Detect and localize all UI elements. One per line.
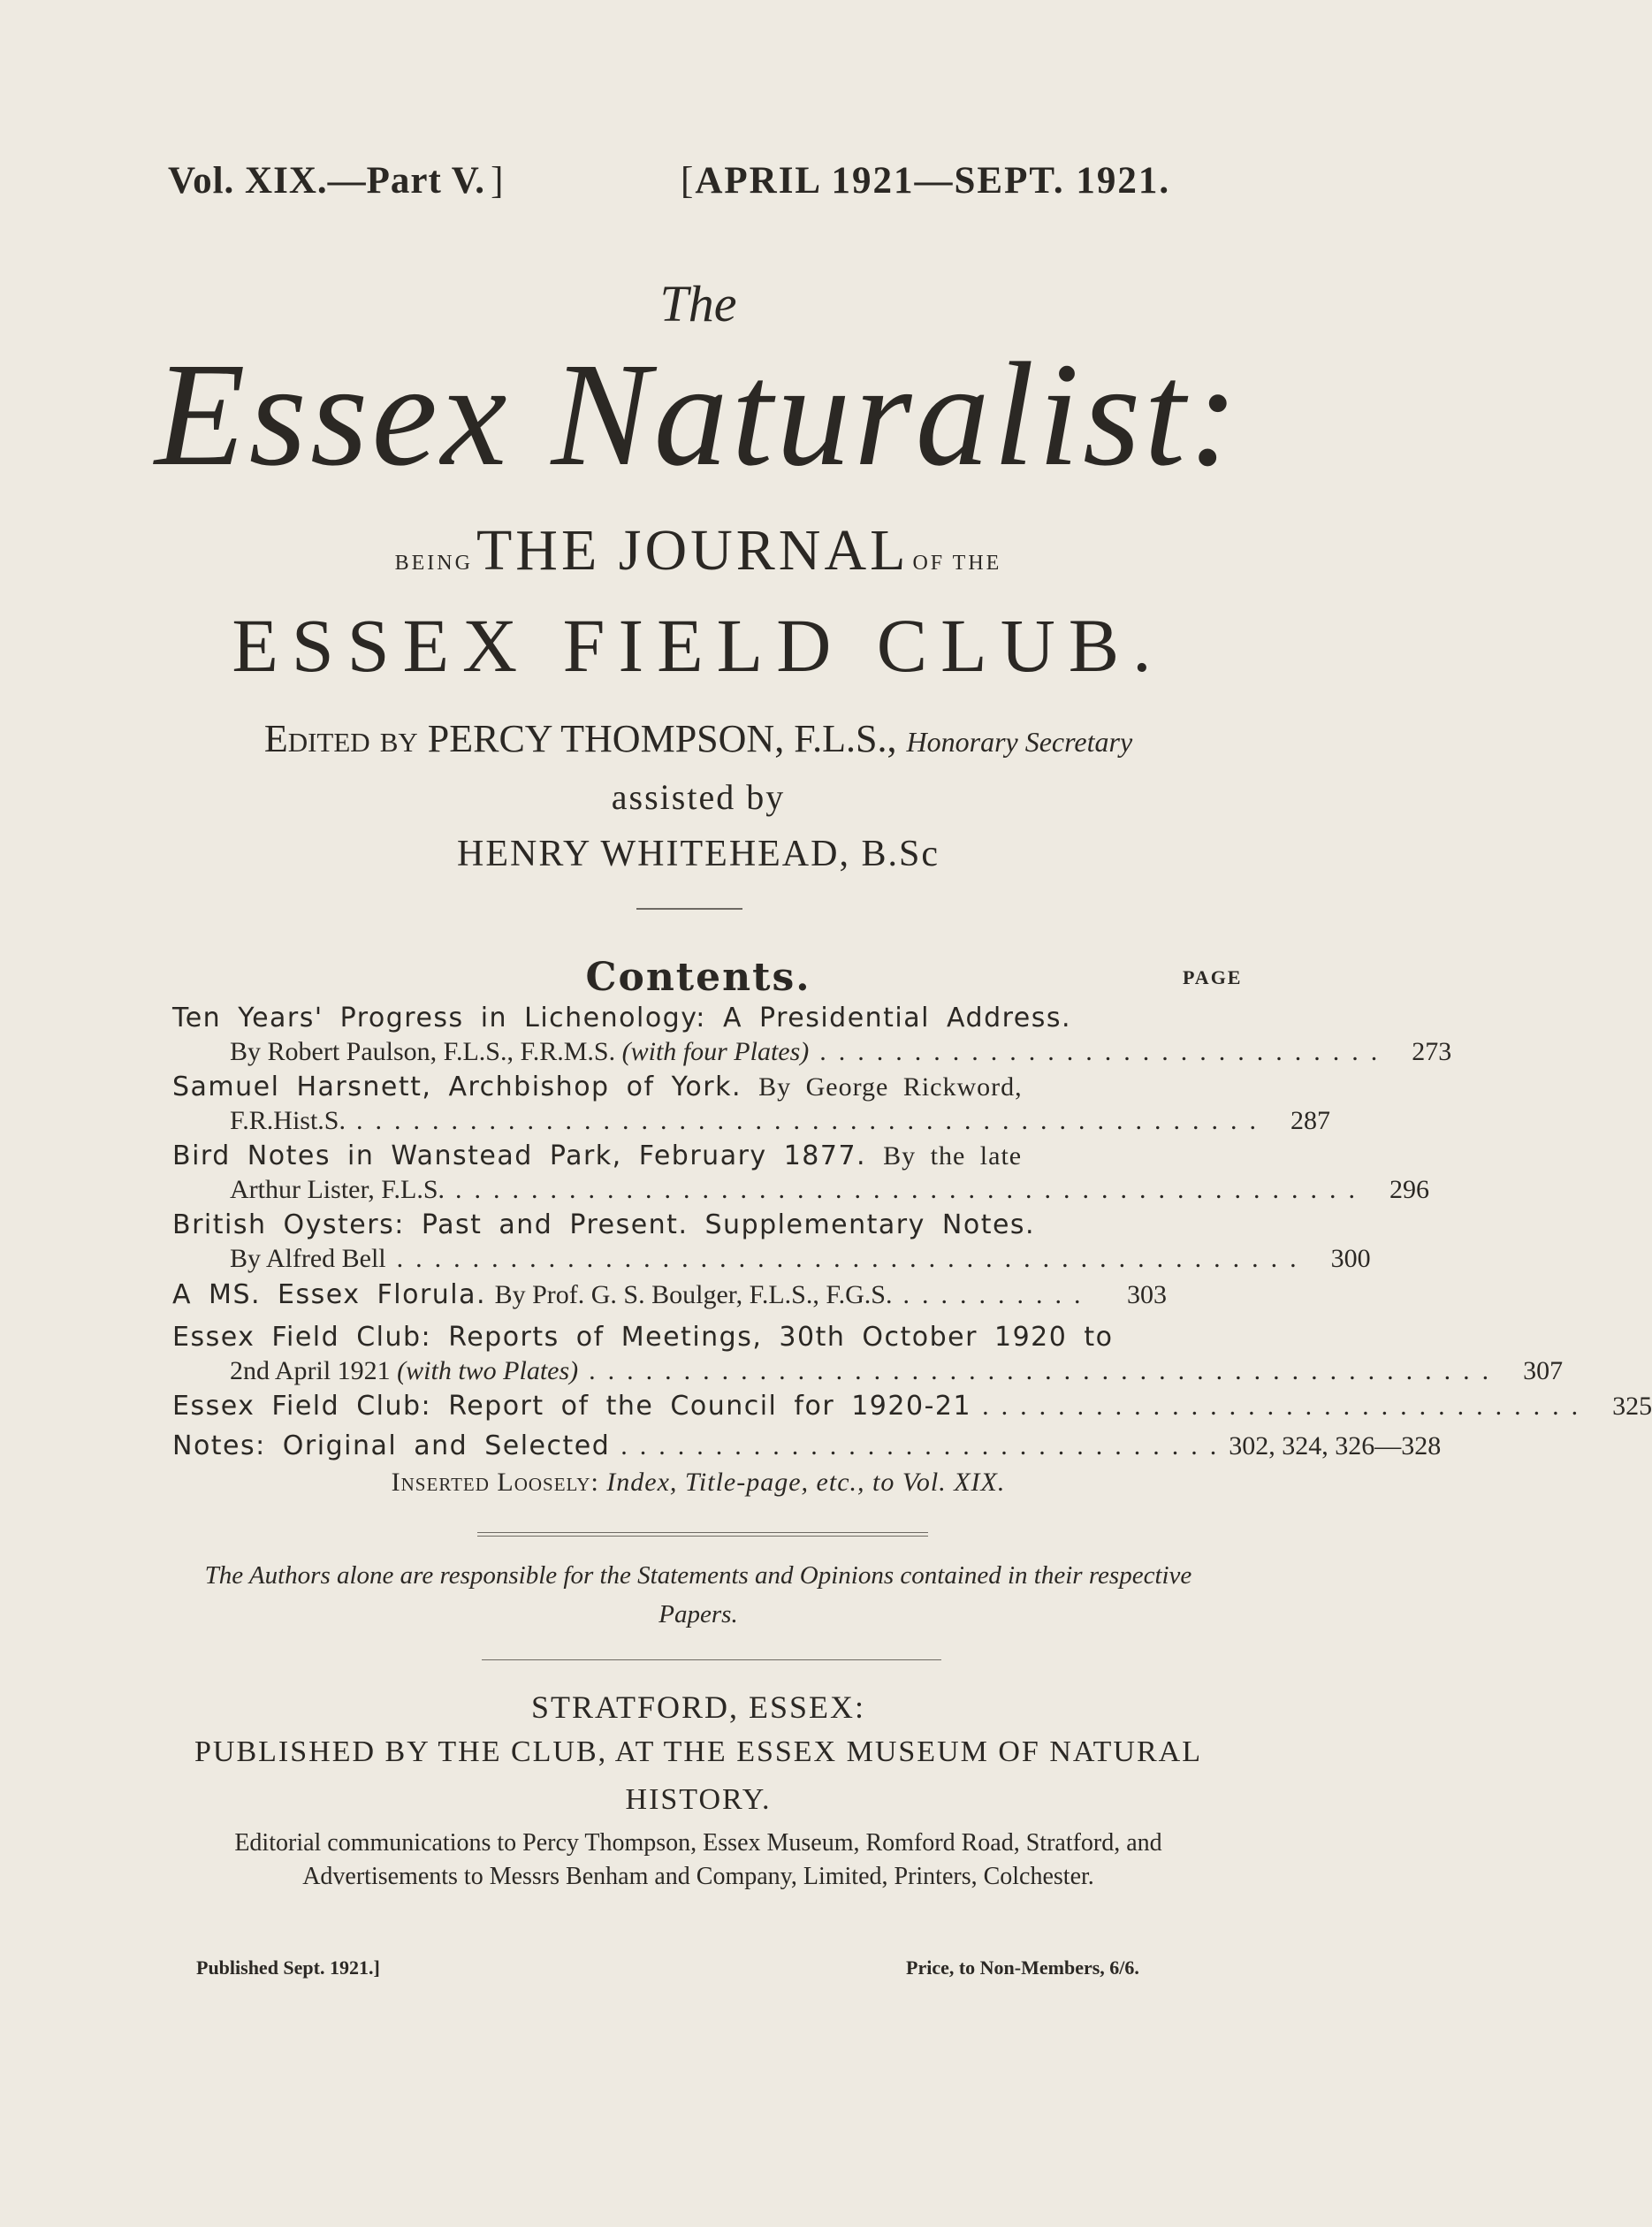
entry-author-line bbox=[172, 1035, 1452, 1069]
volume-bracket: ] bbox=[491, 160, 505, 202]
entry-author-credential: F.R.Hist.S. bbox=[230, 1106, 346, 1135]
entry-author: By Alfred Bell bbox=[230, 1244, 386, 1273]
contents-entry bbox=[172, 1209, 1371, 1276]
editor-name: PERCY THOMPSON, F.L.S., bbox=[427, 717, 897, 760]
entry-author: Arthur Lister, F.L.S. bbox=[230, 1175, 445, 1204]
entry-page: 303 bbox=[1127, 1280, 1167, 1309]
publisher-place: STRATFORD, ESSEX: bbox=[530, 1689, 866, 1725]
entry-page: 307 bbox=[1523, 1356, 1564, 1385]
contents-entry bbox=[172, 1278, 1167, 1312]
leader-dots: ................................................ bbox=[396, 1244, 1309, 1273]
assisted-by: assisted by bbox=[611, 777, 786, 817]
contents-entry bbox=[172, 1321, 1564, 1388]
entry-title: Essex Field Club: Reports of Meetings, 30th October 1920 to bbox=[172, 1322, 1114, 1353]
issue-dates bbox=[681, 159, 1170, 202]
disclaimer: The Authors alone are responsible for the Statements and Opinions contained in their respective Papers. bbox=[204, 1561, 1192, 1628]
entry-title: Bird Notes in Wanstead Park, February 1877. bbox=[172, 1140, 867, 1171]
entry-note: (with two Plates) bbox=[397, 1356, 579, 1385]
dates-text: APRIL 1921—SEPT. 1921. bbox=[695, 160, 1171, 202]
inserted-note bbox=[0, 1468, 1397, 1498]
price-note: Price, to Non-Members, 6/6. bbox=[906, 1956, 1139, 1979]
entry-date: 2nd April 1921 bbox=[230, 1356, 391, 1385]
entry-author-line bbox=[172, 1354, 1564, 1388]
entry-title: Ten Years' Progress in Lichenology: A Presidential Address. bbox=[172, 1003, 1072, 1033]
leader-dots: .............................. bbox=[819, 1037, 1390, 1066]
leader-dots: ................................................ bbox=[356, 1106, 1268, 1135]
entry-page: 325 bbox=[1612, 1392, 1652, 1421]
club-name: ESSEX FIELD CLUB. bbox=[232, 603, 1165, 688]
entry-line bbox=[172, 1390, 1652, 1423]
leader-dots: ................................ bbox=[982, 1392, 1591, 1421]
entry-author-line bbox=[172, 1173, 1430, 1207]
the-journal: THE JOURNAL bbox=[476, 518, 910, 583]
entry-line bbox=[172, 1278, 1167, 1312]
edited-by-label: Edited by bbox=[263, 717, 418, 760]
entry-author-line bbox=[172, 1242, 1371, 1276]
assistant-editor: HENRY WHITEHEAD, B.Sc bbox=[457, 834, 940, 874]
leader-dots: ................................................ bbox=[589, 1356, 1502, 1385]
divider-rule bbox=[477, 1536, 928, 1537]
entry-author-prefix: By the late bbox=[883, 1141, 1023, 1171]
journal-subtitle bbox=[0, 517, 1397, 584]
entry-title: British Oysters: Past and Present. Supplementary Notes. bbox=[172, 1209, 1036, 1240]
dates-bracket: [ bbox=[681, 160, 696, 202]
contents-entry bbox=[172, 1430, 1442, 1463]
entry-page: 302, 324, 326—328 bbox=[1229, 1431, 1442, 1461]
contents-entry bbox=[172, 1002, 1452, 1069]
title-article: The bbox=[659, 275, 737, 332]
entry-note: (with four Plates) bbox=[621, 1037, 810, 1066]
entry-page: 287 bbox=[1290, 1106, 1330, 1135]
entry-page: 296 bbox=[1389, 1175, 1430, 1204]
entry-title-line bbox=[172, 1140, 1167, 1173]
divider-rule bbox=[482, 1659, 941, 1660]
leader-dots: ................................................ bbox=[455, 1175, 1368, 1204]
editor-role: Honorary Secretary bbox=[906, 726, 1133, 758]
of-the-word: OF THE bbox=[912, 552, 1002, 575]
contents-entry bbox=[172, 1390, 1652, 1423]
entry-page: 273 bbox=[1412, 1037, 1452, 1066]
page-column-heading: PAGE bbox=[1183, 966, 1243, 988]
volume-label bbox=[168, 159, 504, 202]
volume-text: Vol. XIX.—Part V. bbox=[168, 160, 486, 202]
entry-page: 300 bbox=[1330, 1244, 1371, 1273]
leader-dots: ................................ bbox=[620, 1431, 1229, 1461]
contents-entry bbox=[172, 1071, 1330, 1138]
entry-title-line bbox=[172, 1071, 1167, 1104]
inserted-label: Inserted Loosely: bbox=[391, 1468, 599, 1497]
publisher-line: PUBLISHED BY THE CLUB, AT THE ESSEX MUSEUM OF NATURAL HISTORY. bbox=[194, 1735, 1202, 1816]
divider-rule bbox=[636, 908, 742, 910]
editor-line bbox=[0, 716, 1397, 761]
entry-author: By Prof. G. S. Boulger, F.L.S., F.G.S. bbox=[494, 1280, 893, 1309]
contents-heading: Contents. bbox=[585, 955, 811, 1000]
inserted-text: Index, Title-page, etc., to Vol. XIX. bbox=[606, 1468, 1006, 1497]
published-date: Published Sept. 1921.] bbox=[196, 1956, 380, 1979]
editorial-note: Editorial communications to Percy Thompson, Essex Museum, Romford Road, Stratford, and Advertisements to Messrs Benham and Company, Limited, Printers, Colchester. bbox=[234, 1829, 1162, 1890]
entry-author-line bbox=[172, 1104, 1330, 1138]
leader-dots: .......... bbox=[902, 1280, 1093, 1309]
entry-line bbox=[172, 1430, 1442, 1463]
entry-title: Samuel Harsnett, Archbishop of York. bbox=[172, 1072, 742, 1102]
entry-author: By Robert Paulson, F.L.S., F.R.M.S. bbox=[230, 1037, 616, 1066]
being-word: BEING bbox=[394, 552, 473, 575]
divider-rule bbox=[477, 1532, 928, 1533]
contents-entry bbox=[172, 1140, 1430, 1207]
journal-title: Essex Naturalist: bbox=[155, 332, 1242, 497]
entry-title: Notes: Original and Selected bbox=[172, 1430, 611, 1461]
entry-title: A MS. Essex Florula. bbox=[172, 1279, 487, 1310]
entry-title: Essex Field Club: Report of the Council for 1920-21 bbox=[172, 1391, 972, 1422]
entry-author: By George Rickword, bbox=[758, 1072, 1023, 1102]
